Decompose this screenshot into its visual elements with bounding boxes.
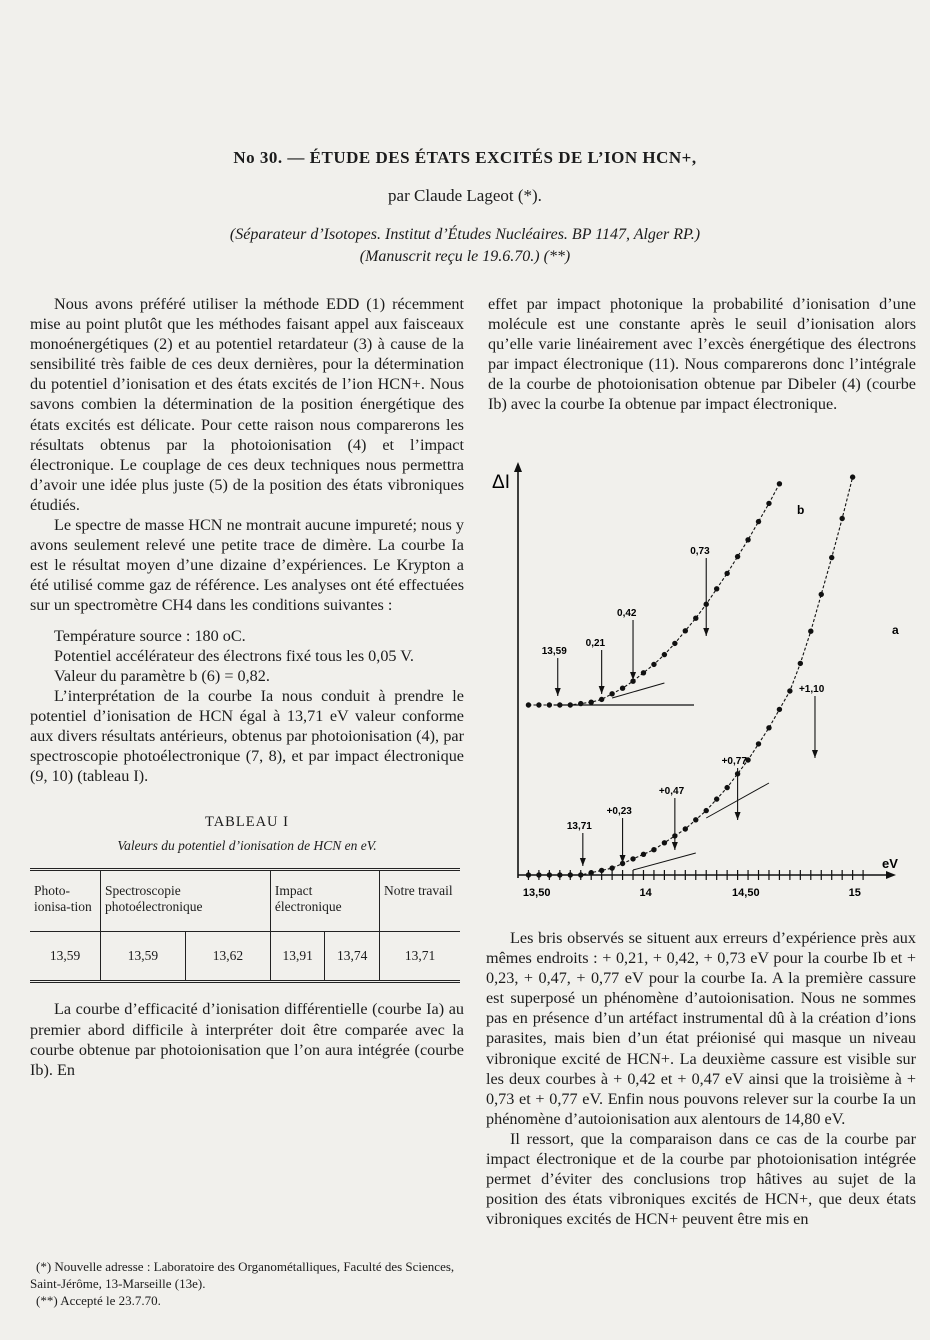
data-point (850, 474, 855, 479)
x-axis-label: eV (882, 856, 898, 871)
y-axis-label: ΔI (492, 472, 510, 493)
footnotes (30, 1258, 470, 1309)
annotation-arrowhead (672, 842, 678, 850)
curve-label-b: b (797, 503, 805, 517)
table-subtitle: Valeurs du potentiel d’ionisation de HCN en eV. (117, 838, 377, 854)
annotation-label-b: 0,73 (690, 546, 710, 557)
y-axis-arrow (514, 462, 522, 472)
annotation-label-a: +0,77 (721, 756, 747, 767)
annotation-arrowhead (703, 628, 709, 636)
annotation-arrowhead (555, 688, 561, 696)
annotation-label-a: +0,47 (658, 786, 685, 797)
data-point (745, 537, 750, 542)
annotation-arrowhead (580, 858, 586, 866)
annotation-arrowhead (599, 686, 605, 694)
annotation-label-a: +1,10 (798, 684, 825, 695)
table-caption: TABLEAU I (205, 814, 289, 831)
data-point (766, 725, 771, 730)
table-cell: 13,59 (30, 932, 101, 982)
annotation-arrowhead (812, 750, 818, 758)
paragraph: Les bris observés se situent aux erreurs d’expérience près aux mêmes endroits : + 0,21, + 0,42, + 0,73 eV pour la courbe Ib et + 0,23, + 0,47, + 0,77 eV pour la courbe Ia. A la première cassure est superposé un phénomène d’autoionisation. Nous ne sommes pas en présence d’un artéfact instrumental dû à la création d’ions parasites, mais bien d’un état préionisé qui masque un niveau vibronique excité de HCN+. La deuxième cassure est visible sur les deux courbes à + 0,42 et + 0,47 eV ainsi que la troisième à + 0,73 et + 0,77 eV. Enfin nous pouvons relever sur la courbe Ia un phénomène d’autoionisation aux alentours de 14,80 eV. (486, 929, 916, 1128)
paragraph: Valeur du paramètre b (6) = 0,82. (54, 666, 270, 685)
tangent-line (612, 683, 664, 698)
table-cell: 13,91 (270, 932, 325, 982)
ionisation-curves-figure (484, 458, 914, 918)
ionisation-table (30, 868, 460, 983)
curve-a (528, 477, 852, 875)
table-header: Spectroscopie photoélectronique (101, 870, 271, 932)
data-point (756, 519, 761, 524)
paragraph: effet par impact photonique la probabilité d’ionisation d’une molécule est une constante après le seuil d’ionisation alors qu’elle varie linéairement avec l’excès énergétique des électrons par impact électronique (11). Nous comparerons donc l’intégrale de la courbe de photoionisation obtenue par Dibeler (4) (courbe Ib) avec la courbe Ia obtenue par impact électronique. (488, 295, 916, 414)
footnote: (*) Nouvelle adresse : Laboratoire des Organométalliques, Faculté des Sciences, Saint-Jérôme, 13-Marseille (13e). (30, 1259, 455, 1291)
annotation-label-b: 0,42 (617, 608, 637, 619)
article-author: par Claude Lageot (*). (388, 186, 542, 205)
paragraph: Il ressort, que la comparaison dans ce cas de la courbe par impact électronique et de la courbe par photoionisation intégrée permet d’éviter des conclusions trop hâtives au sujet de la position des états vibroniques excités de HCN+, que deux états vibroniques excités de HCN+ peuvent être mis en (486, 1129, 916, 1229)
annotation-arrowhead (735, 812, 741, 820)
table-cell: 13,74 (325, 932, 380, 982)
annotation-arrowhead (620, 855, 626, 863)
annotation-label-b: 0,21 (585, 638, 606, 649)
article-affiliation: (Séparateur d’Isotopes. Institut d’Études Nucléaires. BP 1147, Alger RP.) (229, 226, 701, 243)
x-tick-label: 14 (639, 887, 652, 899)
right-column-top (488, 294, 916, 415)
article-received-date: (Manuscrit reçu le 19.6.70.) (**) (359, 248, 571, 265)
paragraph: L’interprétation de la courbe Ia nous conduit à prendre le potentiel d’ionisation de HCN égal à 13,71 eV valeur conforme aux divers résultats antérieurs, obtenus par photoionisation (4), par spectroscopie photoélectronique (7, 8), et par impact électronique (9, 10) (tableau I). (30, 686, 464, 786)
annotation-label-a: +0,23 (606, 806, 632, 817)
data-point (641, 852, 646, 857)
paragraph: Nous avons préféré utiliser la méthode EDD (1) récemment mise au point plutôt que les méthodes faisant appel aux faisceaux monoénergétiques (2) et au potentiel retardateur (3) à cause de la sensibilité très faible de ces deux dernières, pour la détermination du potentiel d’ionisation et des états excités de l’ion HCN+. Nous savons combien la détermination de la position énergétique des états excités est délicate. Pour cette raison nous comparerons les résultats obtenus par la photoionisation (4) et l’impact électronique. Le couplage de ces deux techniques nous permettra d’avoir une idée plus juste (5) de la position des états vibroniques étudiés. (30, 295, 464, 514)
annotation-label-a: 13,71 (566, 821, 592, 832)
table-cell: 13,59 (101, 932, 186, 982)
annotation-label-b: 13,59 (541, 646, 567, 657)
table-header: Photo-ionisa-tion (30, 870, 101, 932)
data-point (735, 554, 740, 559)
paragraph: Température source : 180 oC. (54, 626, 246, 645)
paragraph: La courbe d’efficacité d’ionisation différentielle (courbe Ia) au premier abord difficile à interpréter doit être comparée avec la courbe obtenue par photoionisation que l’on aura intégrée (courbe Ib). En (30, 1000, 464, 1079)
paragraph: Potentiel accélérateur des électrons fixé tous les 0,05 V. (54, 646, 414, 665)
table-header: Impact électronique (270, 870, 379, 932)
left-column (30, 294, 464, 1080)
annotation-arrowhead (630, 672, 636, 680)
right-column-bottom (486, 928, 916, 1229)
x-axis-arrow (886, 871, 896, 879)
curves-chart (484, 458, 914, 918)
table-header: Notre travail (380, 870, 461, 932)
curve-label-a: a (892, 623, 899, 637)
paragraph: Le spectre de masse HCN ne montrait aucune impureté; nous y avons seulement relevé une petite trace de dimère. La courbe Ia est le résultat moyen d’une dizaine d’expériences. Le Krypton a été utilisé comme gaz de référence. Les analyses ont été effectuées sur un spectromètre CH4 dans les conditions suivantes : (30, 516, 464, 615)
footnote: (**) Accepté le 23.7.70. (36, 1293, 161, 1308)
table-cell: 13,71 (380, 932, 461, 982)
curve-b (528, 484, 779, 705)
x-tick-label: 13,50 (522, 887, 551, 899)
x-tick-label: 14,50 (732, 887, 760, 899)
article-title: No 30. — ÉTUDE DES ÉTATS EXCITÉS DE L’ION HCN+, (233, 148, 697, 167)
table-cell: 13,62 (185, 932, 270, 982)
x-tick-label: 15 (848, 887, 861, 899)
